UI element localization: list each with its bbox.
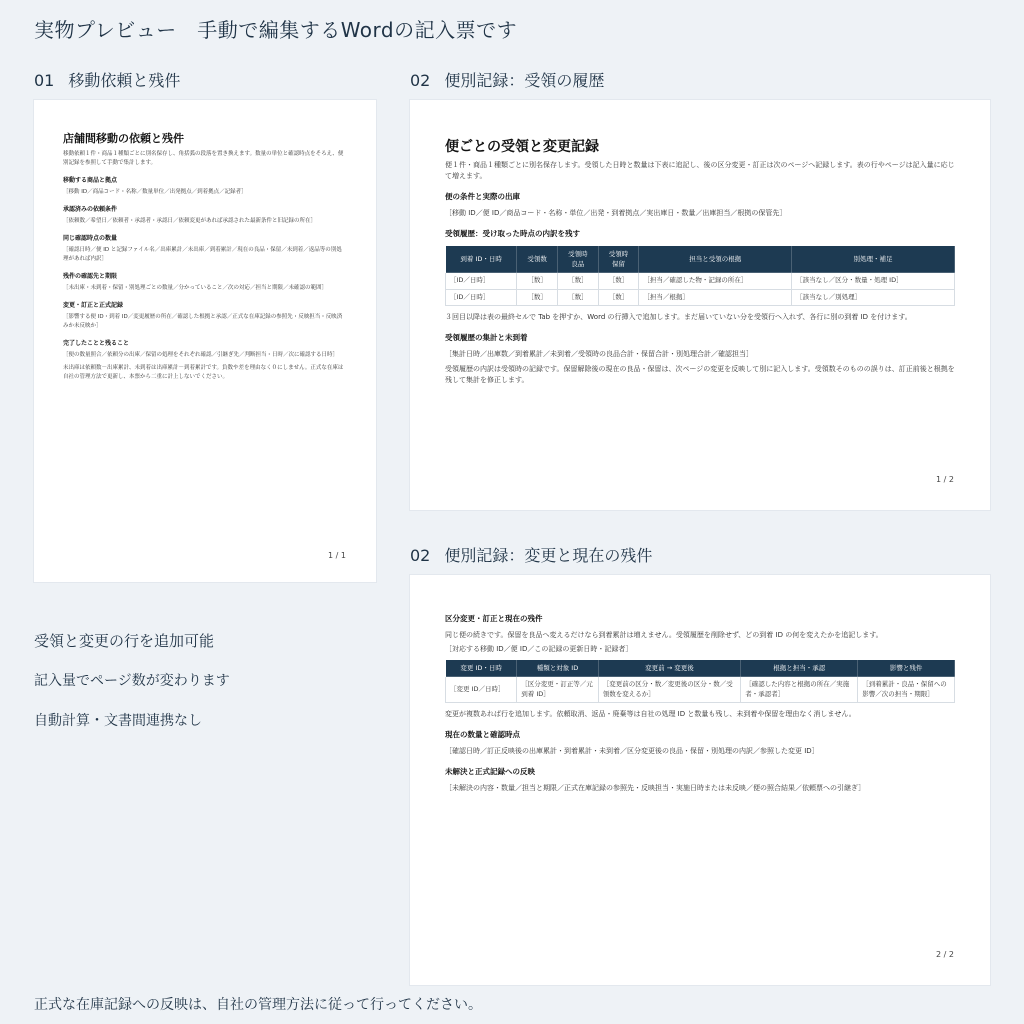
table-row: [446, 289, 955, 306]
document-intro: 便１件・商品１種類ごとに別名保存します。受領した日時と数量は下表に追記し、後の区分変更・訂正は次のページへ記録します。表の行やページは記入量に応じて増えます。: [445, 161, 955, 180]
block-text: ［未出庫・未到着・保留・別処理ごとの数量／分かっていること／次の対応／担当と期限／未確認の範囲］: [63, 285, 328, 291]
table-header: 受領時 良品: [557, 246, 598, 273]
table-cell[interactable]: ［数］: [598, 273, 639, 290]
conditions-text: ［移動 ID／便 ID／商品コード・名称・単位／出発・到着拠点／実出庫日・数量／出庫担当／根拠の保管先］: [445, 209, 787, 217]
table-header: 変更前 → 変更後: [598, 660, 741, 677]
table-cell[interactable]: ［数］: [517, 289, 558, 306]
block-heading: 承認済みの依頼条件: [63, 206, 118, 213]
current-heading: 現在の数量と確認時点: [445, 730, 520, 739]
document-page-1: [34, 100, 376, 582]
table-header: 担当と受領の根拠: [639, 246, 792, 273]
table-header: 到着 ID・日時: [446, 246, 517, 273]
table-cell[interactable]: ［到着累計・良品・保留への影響／次の担当・期限］: [858, 677, 955, 703]
table-row: [446, 677, 955, 703]
document-body: [445, 613, 955, 794]
section-title-2: 02 便別記録：受領の履歴: [410, 71, 605, 90]
table-cell[interactable]: ［該当なし／区分・数量・処理 ID］: [792, 273, 955, 290]
table-cell[interactable]: ［数］: [517, 273, 558, 290]
table-header: 種類と対象 ID: [517, 660, 598, 677]
block-text: ［便の数量照合／依頼分の出庫／保留の処理をそれぞれ確認／引継ぎ先／判断担当・日時／次に確認する日時］: [63, 352, 339, 358]
history-heading: 受領履歴：受け取った時点の内訳を残す: [445, 229, 580, 238]
section-title-3: 02 便別記録：変更と現在の残件: [410, 546, 653, 565]
change-table: [445, 659, 955, 703]
document-intro: 移動依頼１件・商品１種類ごとに別名保存し、角括弧の段落を置き換えます。数量の単位と確認時点をそろえ、便別記録を参照して手動で集計します。: [63, 151, 344, 166]
block-heading: 同じ確認時点の数量: [63, 235, 118, 242]
feature-note-1: 受領と変更の行を追加可能: [34, 632, 215, 650]
table-note: ３回目以降は表の最終セルで Tab を押すか、Word の行挿入で追加します。まだ届いていない分を受領行へ入れず、各行に別の到着 ID を付けます。: [445, 313, 912, 321]
table-cell[interactable]: ［ID／日時］: [446, 273, 517, 290]
feature-note-2: 記入量でページ数が変わります: [34, 673, 230, 689]
table-header: 変更 ID・日時: [446, 660, 517, 677]
table-header: 受領時 保留: [598, 246, 639, 273]
table-cell[interactable]: ［担当／根拠］: [639, 289, 792, 306]
table-header: 根拠と担当・承認: [741, 660, 858, 677]
table-cell[interactable]: ［数］: [557, 289, 598, 306]
table-cell[interactable]: ［変更前の区分・数／変更後の区分・数／受領数を変えるか］: [598, 677, 741, 703]
document-title: 便ごとの受領と変更記録: [445, 139, 599, 155]
section-title-1: 01 移動依頼と残件: [34, 71, 181, 90]
block-heading: 変更・訂正と正式記録: [63, 302, 124, 309]
table-header: 別処理・補足: [792, 246, 955, 273]
table-note: 変更が複数あれば行を追加します。依頼取消、返品・廃棄等は自社の処理 ID と数量も残し、未到着や保留を理由なく消しません。: [445, 710, 856, 718]
document-page-2: [410, 100, 990, 510]
block-heading: 完了したことと残ること: [63, 340, 130, 347]
change-heading: 区分変更・訂正と現在の残件: [445, 614, 543, 623]
block-text: ［依頼数／希望日／依頼者・承認者・承認日／依頼変更があれば承認された最新条件と旧記録の所在］: [63, 218, 317, 224]
block-text: ［確認日時／便 ID と記録ファイル名／出庫累計／未出庫／到着累計／現在の良品・保留／未到着／返品等の別処理があれば内訳］: [63, 247, 342, 262]
page-number: 1 / 2: [936, 475, 954, 484]
change-text: 同じ便の続きです。保留を良品へ変えるだけなら到着累計は増えません。受領履歴を削除せず、どの到着 ID の何を変えたかを追記します。: [445, 631, 883, 639]
footer-note: 正式な在庫記録への反映は、自社の管理方法に従って行ってください。: [34, 997, 482, 1013]
page-number: 2 / 2: [936, 950, 954, 959]
summary-note: 受領履歴の内訳は受領時の記録です。保留解除後の現在の良品・保留は、次ページの変更を反映して別に記入します。受領数そのものの誤りは、訂正前後と根拠を残して集計を修正します。: [445, 365, 955, 384]
summary-heading: 受領履歴の集計と未到着: [445, 333, 528, 342]
table-row: [446, 273, 955, 290]
table-header: 影響と残件: [858, 660, 955, 677]
unresolved-text: ［未解決の内容・数量／担当と期限／正式在庫記録の参照先・反映担当・実施日時または未反映／便の照合結果／依頼票への引継ぎ］: [445, 784, 866, 792]
document-body: [63, 130, 347, 382]
block-heading: 移動する商品と拠点: [63, 177, 118, 184]
table-cell[interactable]: ［確認した内容と根拠の所在／実施者・承認者］: [741, 677, 858, 703]
document-body: [445, 136, 955, 386]
document-title: 店舗間移動の依頼と残件: [63, 132, 184, 145]
conditions-heading: 便の条件と実際の出庫: [445, 192, 520, 201]
table-cell[interactable]: ［変更 ID／日時］: [446, 677, 517, 703]
document-note: 未出庫は依頼数－出庫累計、未到着は出庫累計－到着累計です。負数や差を理由なく０にしません。正式な在庫は自社の管理方法で更新し、本票から二重に計上しないでください。: [63, 365, 344, 380]
document-page-3: [410, 575, 990, 985]
table-cell[interactable]: ［区分変更・訂正等／元到着 ID］: [517, 677, 598, 703]
receipt-table: [445, 245, 955, 306]
feature-note-3: 自動計算・文書間連携なし: [34, 713, 202, 729]
table-cell[interactable]: ［ID／日時］: [446, 289, 517, 306]
table-cell[interactable]: ［数］: [598, 289, 639, 306]
block-text: ［影響する便 ID・到着 ID／変更履歴の所在／確認した根拠と承認／正式な在庫記録の参照先・反映担当・反映済みか未反映か］: [63, 314, 343, 329]
current-text: ［確認日時／訂正反映後の出庫累計・到着累計・未到着／区分変更後の良品・保留・別処理の内訳／参照した変更 ID］: [445, 747, 819, 755]
block-heading: 残件の確認先と期限: [63, 273, 118, 280]
table-header: 受領数: [517, 246, 558, 273]
table-cell[interactable]: ［該当なし／別処理］: [792, 289, 955, 306]
unresolved-heading: 未解決と正式記録への反映: [445, 767, 535, 776]
block-text: ［移動 ID／商品コード・名称／数量単位／出発拠点／到着拠点／記録者］: [63, 189, 247, 195]
target-text: ［対応する移動 ID／便 ID／この記録の更新日時・記録者］: [445, 645, 633, 653]
table-cell[interactable]: ［数］: [557, 273, 598, 290]
page-title: 実物プレビュー 手動で編集するWordの記入票です: [34, 18, 518, 42]
page-number: 1 / 1: [328, 551, 346, 560]
summary-text: ［集計日時／出庫数／到着累計／未到着／受領時の良品合計・保留合計・別処理合計／確認担当］: [445, 350, 753, 358]
table-cell[interactable]: ［担当／確認した物・記録の所在］: [639, 273, 792, 290]
